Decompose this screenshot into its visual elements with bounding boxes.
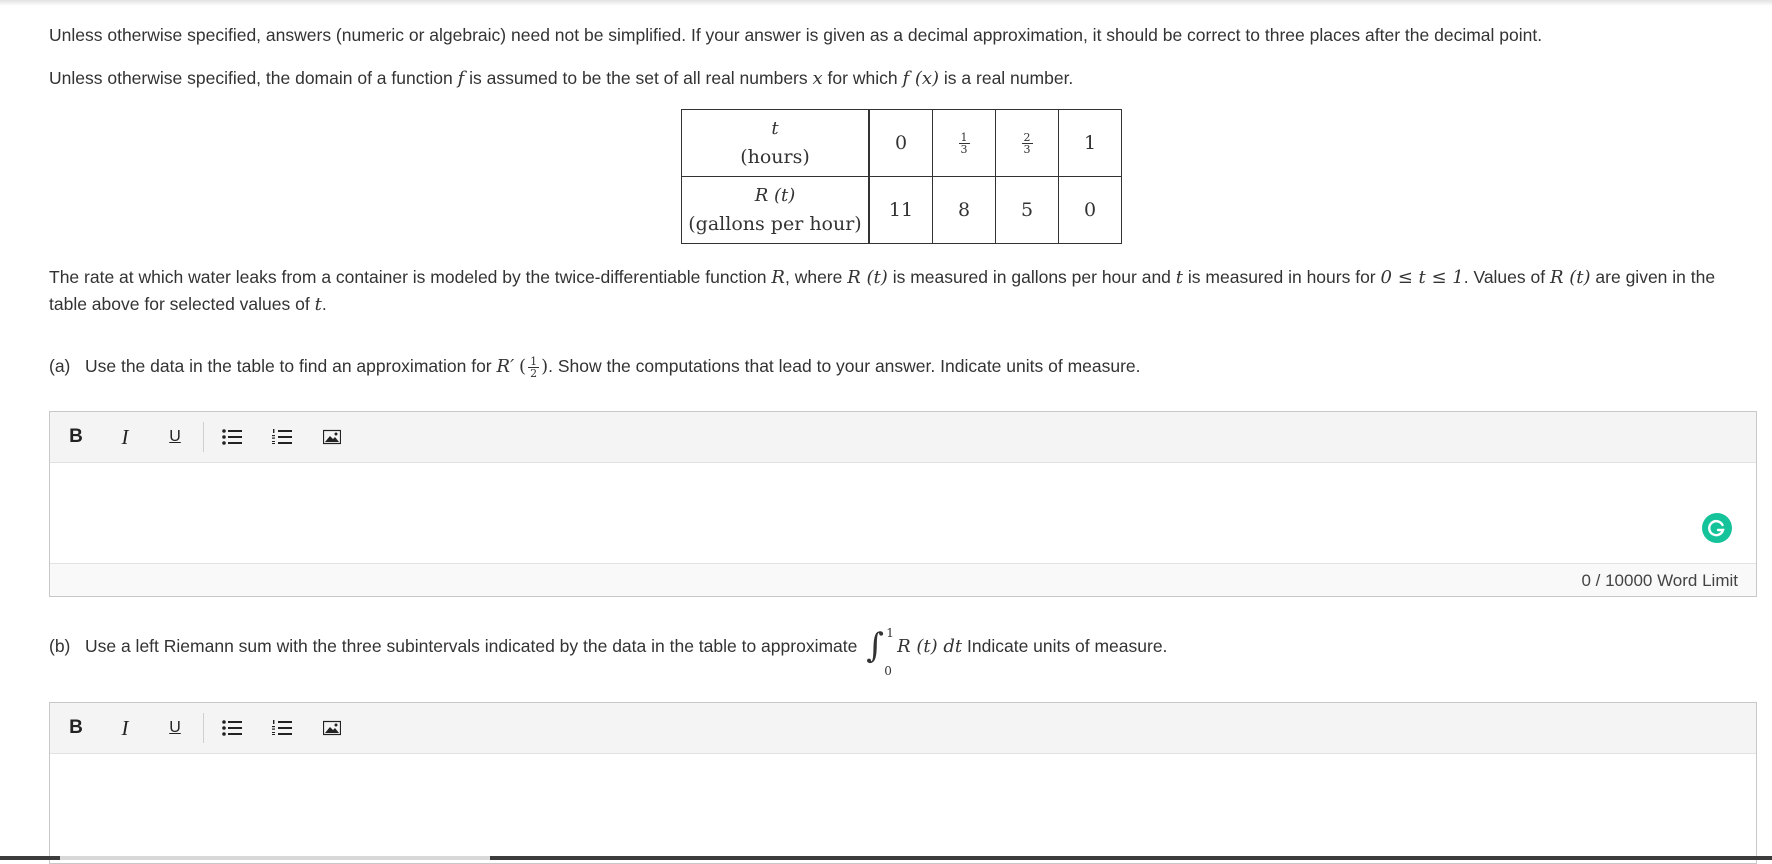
frac-den: 3 xyxy=(960,142,968,156)
instructions-text: for which xyxy=(827,68,898,88)
header-var: R (t) xyxy=(754,185,796,206)
table-cell: 0 xyxy=(1059,177,1122,244)
word-limit-counter: 0 / 10000 Word Limit xyxy=(1581,571,1738,590)
problem-text: The rate at which water leaks from a container is modeled by the twice-differentiable function xyxy=(49,267,767,287)
math-paren: ) xyxy=(541,356,549,377)
part-b-text: Indicate units of measure. xyxy=(967,636,1168,656)
math-integrand: R (t) dt xyxy=(897,636,963,657)
fraction xyxy=(959,132,970,155)
problem-text: is measured in hours for xyxy=(1187,267,1376,287)
integral xyxy=(862,626,894,679)
data-table xyxy=(681,109,1122,244)
italic-button[interactable]: I xyxy=(121,715,129,740)
header-unit: (hours) xyxy=(740,146,810,168)
math-fx: f (x) xyxy=(902,68,940,89)
table-row xyxy=(682,110,1122,177)
underline-button[interactable]: U xyxy=(169,428,181,445)
problem-text: , where xyxy=(784,267,843,287)
answer-editor-b xyxy=(49,702,1757,864)
math-f: f xyxy=(457,68,465,89)
numbered-list-icon xyxy=(272,429,292,445)
integral-upper: 1 xyxy=(886,626,894,641)
math-Rt: R (t) xyxy=(847,267,888,288)
table-cell xyxy=(933,110,996,177)
editor-footer xyxy=(50,563,1756,596)
integral-sign-icon: ∫ xyxy=(866,626,884,667)
problem-line-1 xyxy=(49,264,1715,291)
frac-num: 2 xyxy=(1023,130,1031,144)
part-a-text: . Show the computations that lead to your answer. Indicate units of measure. xyxy=(548,356,1141,376)
frac-num: 1 xyxy=(960,130,968,144)
problem-text: . Values of xyxy=(1463,267,1546,287)
math-inequality: 0 ≤ t ≤ 1 xyxy=(1380,267,1464,288)
math-R: R xyxy=(771,267,785,288)
answer-text-area[interactable] xyxy=(50,463,1756,563)
table-cell xyxy=(996,110,1059,177)
answer-text-area[interactable] xyxy=(50,754,1756,854)
answer-editor-a xyxy=(49,411,1757,597)
part-a-text: Use the data in the table to find an approximation for xyxy=(84,356,492,376)
grammarly-icon xyxy=(1707,518,1727,538)
problem-text: is measured in gallons per hour and xyxy=(892,267,1171,287)
editor-toolbar xyxy=(50,412,1756,463)
integral-lower: 0 xyxy=(884,664,892,679)
instructions-text: is a real number. xyxy=(943,68,1074,88)
toolbar-divider xyxy=(203,713,204,743)
numbered-list-icon xyxy=(272,720,292,736)
instructions-text: Unless otherwise specified, the domain of a function xyxy=(49,68,453,88)
bottom-bar-segment xyxy=(60,856,490,860)
header-unit: (gallons per hour) xyxy=(688,213,862,235)
underline-button[interactable]: U xyxy=(169,719,181,736)
image-icon xyxy=(323,720,341,736)
problem-text: are given in the xyxy=(1595,267,1716,287)
table-row xyxy=(682,177,1122,244)
frac-den: 3 xyxy=(1023,142,1031,156)
header-var: t xyxy=(771,118,779,139)
math-Rt: R (t) xyxy=(1549,267,1591,288)
insert-image-button[interactable] xyxy=(318,426,346,448)
table-cell: 11 xyxy=(869,177,933,244)
table-cell: 8 xyxy=(933,177,996,244)
bullet-list-button[interactable] xyxy=(218,426,246,448)
part-a-label: (a) xyxy=(49,356,71,376)
cell-value: 0 xyxy=(894,132,908,154)
insert-image-button[interactable] xyxy=(318,717,346,739)
table-cell: 5 xyxy=(996,177,1059,244)
bold-button[interactable]: B xyxy=(69,426,83,447)
table-header-t xyxy=(682,110,870,177)
table-cell xyxy=(1059,110,1122,177)
problem-line-2 xyxy=(49,291,327,318)
frac-num: 1 xyxy=(530,354,538,368)
math-R-prime: R′ xyxy=(496,356,515,377)
math-t: t xyxy=(1175,267,1184,288)
bullet-list-button[interactable] xyxy=(218,717,246,739)
numbered-list-button[interactable] xyxy=(268,717,296,739)
table-cell xyxy=(869,110,933,177)
fraction xyxy=(528,356,539,379)
bold-button[interactable]: B xyxy=(69,717,83,738)
editor-toolbar xyxy=(50,703,1756,754)
part-a-prompt xyxy=(49,353,1141,380)
numbered-list-button[interactable] xyxy=(268,426,296,448)
part-b-label: (b) xyxy=(49,636,71,656)
bottom-bar xyxy=(0,856,1772,860)
top-shadow xyxy=(0,0,1772,6)
math-x: x xyxy=(812,68,823,89)
bullet-list-icon xyxy=(222,720,242,736)
italic-button[interactable]: I xyxy=(121,424,129,449)
part-b-text: Use a left Riemann sum with the three subintervals indicated by the data in the table to approximate xyxy=(84,636,858,656)
part-b-prompt xyxy=(49,626,1168,679)
frac-den: 2 xyxy=(530,366,538,380)
instructions-text: is assumed to be the set of all real numbers xyxy=(469,68,808,88)
grammarly-button[interactable] xyxy=(1702,513,1732,543)
image-icon xyxy=(323,429,341,445)
bullet-list-icon xyxy=(222,429,242,445)
problem-text: . xyxy=(321,294,327,314)
toolbar-divider xyxy=(203,422,204,452)
table-header-r xyxy=(682,177,870,244)
math-t: t xyxy=(314,294,322,315)
instructions-line-1: Unless otherwise specified, answers (numeric or algebraic) need not be simplified. If your answer is given as a decimal approximation, it should be correct to three places after the decimal point. xyxy=(49,25,1543,45)
cell-value: 1 xyxy=(1083,132,1097,154)
instructions-line-2 xyxy=(49,65,1073,92)
fraction xyxy=(1022,132,1033,155)
problem-text: table above for selected values of xyxy=(49,294,310,314)
math-paren: ( xyxy=(519,356,527,377)
